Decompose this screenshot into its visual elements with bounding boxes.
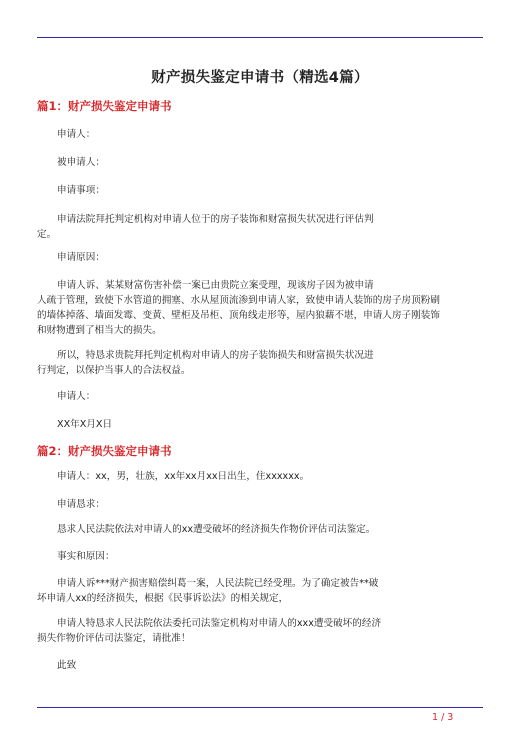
signature-label: 申请人： — [57, 391, 96, 402]
paragraph-line: 坏申请人xx的经济损失，根据《民事诉讼法》的相关规定， — [37, 593, 289, 604]
paragraph-line: 恳求人民法院依法对申请人的xx遭受破坏的经济损失作物价评估司法鉴定。 — [57, 524, 376, 535]
paragraph-line: 人疏于管理，致使下水管道的拥塞、水从屋顶流渗到申请人家，致使申请人装饰的房子房顶粉刷 — [37, 295, 440, 306]
paragraph-line: 损失作物价评估司法鉴定，请批准！ — [37, 633, 191, 644]
request-label: 申请恳求： — [57, 499, 105, 510]
applicant-label: 申请人： — [57, 129, 96, 140]
paragraph-line: 行判定，以保护当事人的合法权益。 — [37, 365, 191, 376]
closing-line: 此致 — [57, 660, 77, 671]
paragraph-line: 定。 — [37, 229, 57, 240]
paragraph-line: 申请人特恳求人民法院依法委托司法鉴定机构对申请人的xxx遭受破坏的经济 — [57, 618, 382, 629]
paragraph-line: 申请人诉、某某财富伤害补偿一案已由贵院立案受理，现该房子因为被申请 — [57, 280, 374, 291]
page-indicator: 1 / 3 — [432, 712, 454, 723]
paragraph-line: 所以，特恳求贵院拜托判定机构对申请人的房子装饰损失和财富损失状况进 — [57, 350, 374, 361]
date-line: XX年X月X日 — [57, 419, 113, 430]
paragraph-line: 和财物遭到了相当大的损失。 — [37, 325, 162, 336]
paragraph-line: 的墙体掉落、墙面发霉、变黄、壁柜及吊柜、顶角线走形等，屋内狼藉不堪，申请人房子刚装饰 — [37, 310, 440, 321]
section-heading-1: 篇1：财产损失鉴定申请书 — [37, 99, 172, 113]
reasons-label: 申请原因： — [57, 252, 105, 263]
paragraph-line: 申请法院拜托判定机构对申请人位于的房子装饰和财富损失状况进行评估判 — [57, 214, 374, 225]
respondent-label: 被申请人： — [57, 157, 105, 168]
request-items-label: 申请事项： — [57, 185, 105, 196]
applicant-info-line: 申请人：xx，男，壮族，xx年xx月xx日出生，住xxxxxx。 — [57, 471, 310, 482]
facts-label: 事实和原因： — [57, 551, 115, 562]
footer-rule — [37, 707, 483, 708]
section-heading-2: 篇2：财产损失鉴定申请书 — [37, 444, 172, 458]
paragraph-line: 申请人诉***财产损害赔偿纠葛一案，人民法院已经受理。为了确定被告**破 — [57, 578, 379, 589]
header-rule — [37, 37, 483, 38]
document-title: 财产损失鉴定申请书（精选4篇） — [151, 70, 369, 86]
